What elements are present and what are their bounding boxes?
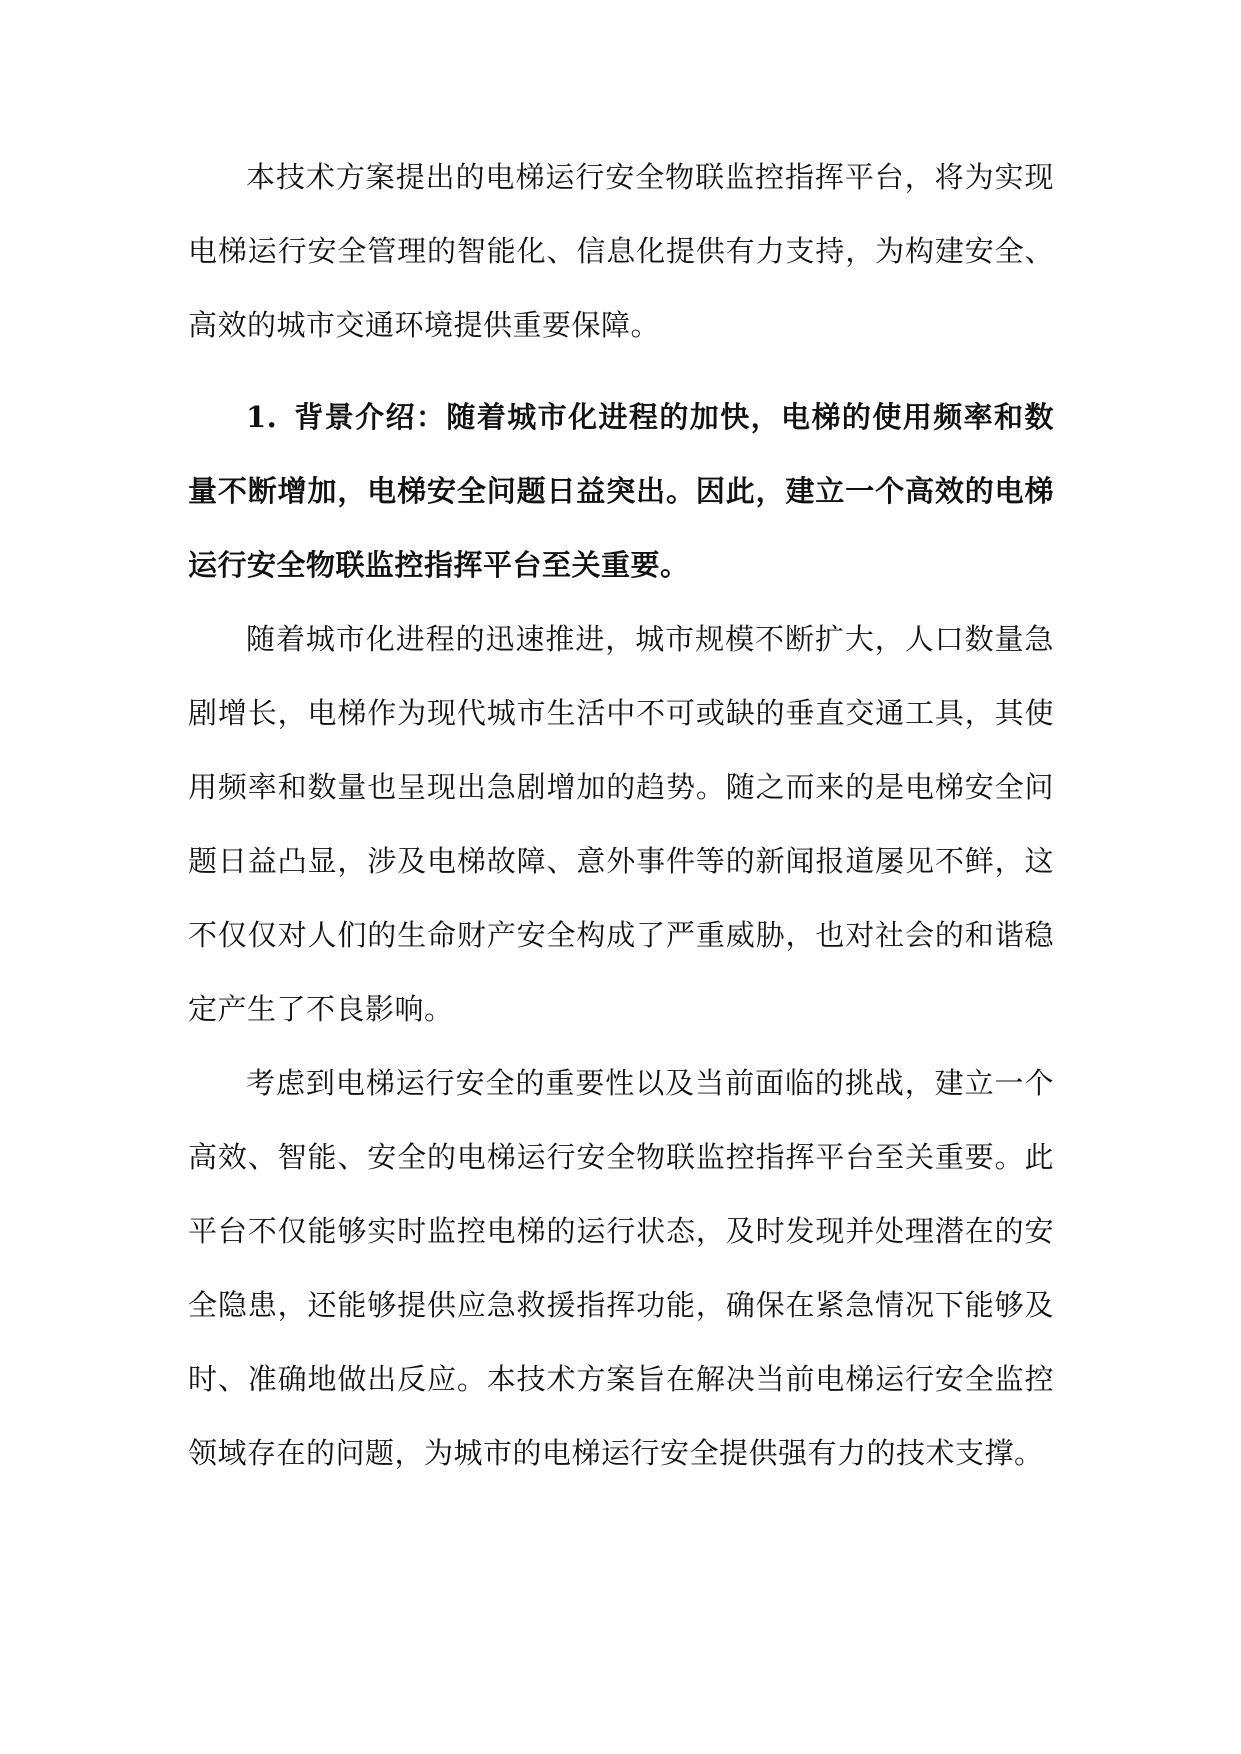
section-heading <box>188 380 1054 602</box>
intro-paragraph: 本技术方案提出的电梯运行安全物联监控指挥平台，将为实现电梯运行安全管理的智能化、信息化提供有力支持，为构建安全、高效的城市交通环境提供重要保障。 <box>188 160 1054 342</box>
document-page <box>188 140 1054 1490</box>
background-paragraph: 随着城市化进程的迅速推进，城市规模不断扩大，人口数量急剧增长，电梯作为现代城市生活中不可或缺的垂直交通工具，其使用频率和数量也呈现出急剧增加的趋势。随之而来的是电梯安全问题日益凸显，涉及电梯故障、意外事件等的新闻报道屡见不鲜，这不仅仅对人们的生命财产安全构成了严重威胁，也对社会的和谐稳定产生了不良影响。 <box>188 622 1054 1026</box>
heading-text: 背景介绍：随着城市化进程的加快，电梯的使用频率和数量不断增加，电梯安全问题日益突出。因此，建立一个高效的电梯运行安全物联监控指挥平台至关重要。 <box>188 400 1054 582</box>
importance-paragraph: 考虑到电梯运行安全的重要性以及当前面临的挑战，建立一个高效、智能、安全的电梯运行安全物联监控指挥平台至关重要。此平台不仅能够实时监控电梯的运行状态，及时发现并处理潜在的安全隐患，还能够提供应急救援指挥功能，确保在紧急情况下能够及时、准确地做出反应。本技术方案旨在解决当前电梯运行安全监控领域存在的问题，为城市的电梯运行安全提供强有力的技术支撑。 <box>188 1066 1054 1470</box>
heading-number: 1. <box>246 400 278 434</box>
